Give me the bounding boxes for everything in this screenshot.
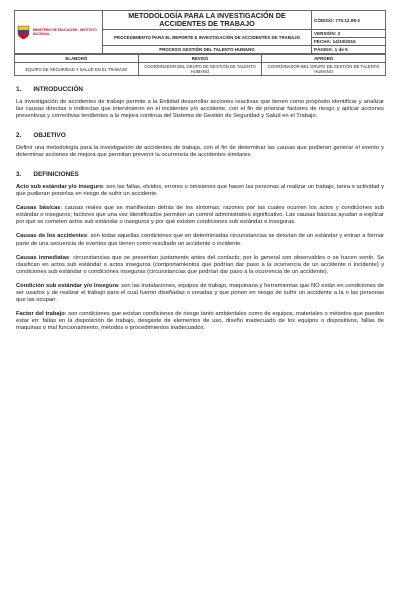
section-heading-introduccion: [16, 86, 384, 93]
section-number: 2.: [16, 132, 22, 140]
definition-text: : son las fallas, olvidos, errores u omisiones que hacen las personas al realizar un trabajo, tarea o actividad y que pudieran ponerlas en riesgo de sufrir un accidente.: [16, 184, 384, 198]
logo-cell: [15, 11, 103, 54]
section-number: 1.: [16, 86, 22, 93]
reviso-value: COORDINADOR DEL GRUPO DE GESTIÓN DE TALENTO HUMANO: [138, 63, 262, 76]
section-heading-objetivo: [16, 132, 384, 139]
institution-logo: [17, 25, 100, 40]
definition-item: [16, 311, 384, 332]
definition-text: : circunstancias que se presentan justamente antes del contacto; por lo general son observables o se hacen sentir. Se clasifican en actos sub estándar o actos inseguros (comportamientos que podrían dar paso a la ocurrencia de un accidente o incidente) y condiciones sub estándar o condiciones inseguras (circunstancias que podrían dar paso a la ocurrencia de un accidente).: [16, 254, 384, 275]
logo-text: MINISTERIO DE EDUCACIÓN - INSTITUTO NACIONAL: [33, 28, 97, 36]
approval-table: [14, 54, 386, 76]
definition-item: [16, 255, 384, 276]
definition-term: Condición sub estándar y/o insegura: [16, 282, 118, 289]
definition-text: : son todas aquellas condiciones que en determinadas circunstancias se desvían de un estándar y entran a formar parte de una secuencia de eventos que tienen como resultado un accidente o incidente.: [16, 233, 385, 247]
definition-item: [16, 205, 384, 226]
definition-text: : son condiciones que existan condiciones de riesgo tanto ambientales como de equipos, materiales o métodos que pueden estar en: fallas en la disposición de trabajo, desgaste de elementos de uso, diseño inadecuado de los equipos o dispositivos, fallas de maquinas o mal funcionamiento, métodos o procedimientos inadecuados.: [16, 310, 384, 331]
definition-term: Causas de los accidentes: [16, 233, 88, 240]
definition-text: : causas reales que se manifiestan detrás de los síntomas; razones por las cuales ocurren los actos y condiciones sub estándar o inseguros; factores que una vez identificados permiten un control administrativo significativo. Las causas básicas ayudan a explicar por qué se cometen actos sub estándar o inseguros y por qué existen condiciones sub estándar o inseguras.: [16, 205, 384, 226]
section-title: INTRODUCCIÓN: [33, 86, 84, 93]
section-number: 3.: [16, 171, 22, 179]
objetivo-paragraph: Definir una metodología para la investigación de accidentes de trabajo, con el fin de determinar las causas que pudieron generar el evento y determinar acciones de mejora que permitan prevenir la ocurrencia de accidentes similares.: [16, 145, 384, 159]
section-title: OBJETIVO: [33, 132, 66, 140]
introduccion-paragraph: La investigación de accidentes de trabajo permite a la Entidad desarrollar acciones reactivas que tienen como propósito identificar y analizar las causas directas o indirectas que intervinieron en el incidentes y/o accidente, con el fin de priorizar factores de riesgo y aplicar acciones preventivas y correctivas tendientes a la mejora continua del Sistema de Gestión de Seguridad y Salud en el Trabajo.: [16, 99, 384, 120]
process-name: PROCESO GESTIÓN DEL TALENTO HUMANO: [103, 46, 312, 54]
coat-of-arms-icon: [17, 25, 30, 40]
section-title: DEFINICIONES: [33, 171, 79, 179]
elaboro-value: EQUIPO DE SEGURIDAD Y SALUD EN EL TRABAJO: [15, 63, 139, 76]
reviso-header: REVISÓ: [138, 55, 262, 63]
document-header-table: [14, 10, 386, 54]
document-title: METODOLOGÍA PARA LA INVESTIGACIÓN DE ACCIDENTES DE TRABAJO: [103, 11, 312, 30]
page-number: PÁGINA: 1 de 5: [312, 46, 386, 54]
definition-item: [16, 184, 384, 198]
definition-text: : son las instalaciones, equipos de trabajo, maquinaria y herramientas que NO están en condiciones de ser usados y de realizar el trabajo para el cual fueron diseñadas o creadas y que ponen en riesgo de sufrir un accidente a la o las personas que las ocupan.: [16, 282, 384, 303]
definition-term: Causas básicas: [16, 205, 61, 212]
definition-term: Acto sub estándar y/o inseguro: [16, 184, 103, 191]
document-body: [14, 86, 386, 332]
definition-term: Factor del trabajo: [16, 310, 65, 317]
document-date: FECHA: 14/10/2015: [312, 38, 386, 46]
elaboro-header: ELABORÓ: [15, 55, 139, 63]
definition-item: [16, 233, 384, 247]
section-heading-definiciones: [16, 171, 384, 178]
document-version: VERSIÓN: 3: [312, 30, 386, 38]
aprobo-header: APROBÓ: [262, 55, 386, 63]
aprobo-value: COORDINADOR DEL GRUPO DE GESTIÓN DE TALENTO HUMANO: [262, 63, 386, 76]
procedure-name: PROCEDIMIENTO PARA EL REPORTE E INVESTIGACIÓN DE ACCIDENTES DE TRABAJO: [103, 30, 312, 46]
document-code: CÓDIGO: 770.12.08-2: [312, 11, 386, 30]
definition-term: Causas inmediatas: [16, 254, 70, 261]
definition-item: [16, 283, 384, 304]
